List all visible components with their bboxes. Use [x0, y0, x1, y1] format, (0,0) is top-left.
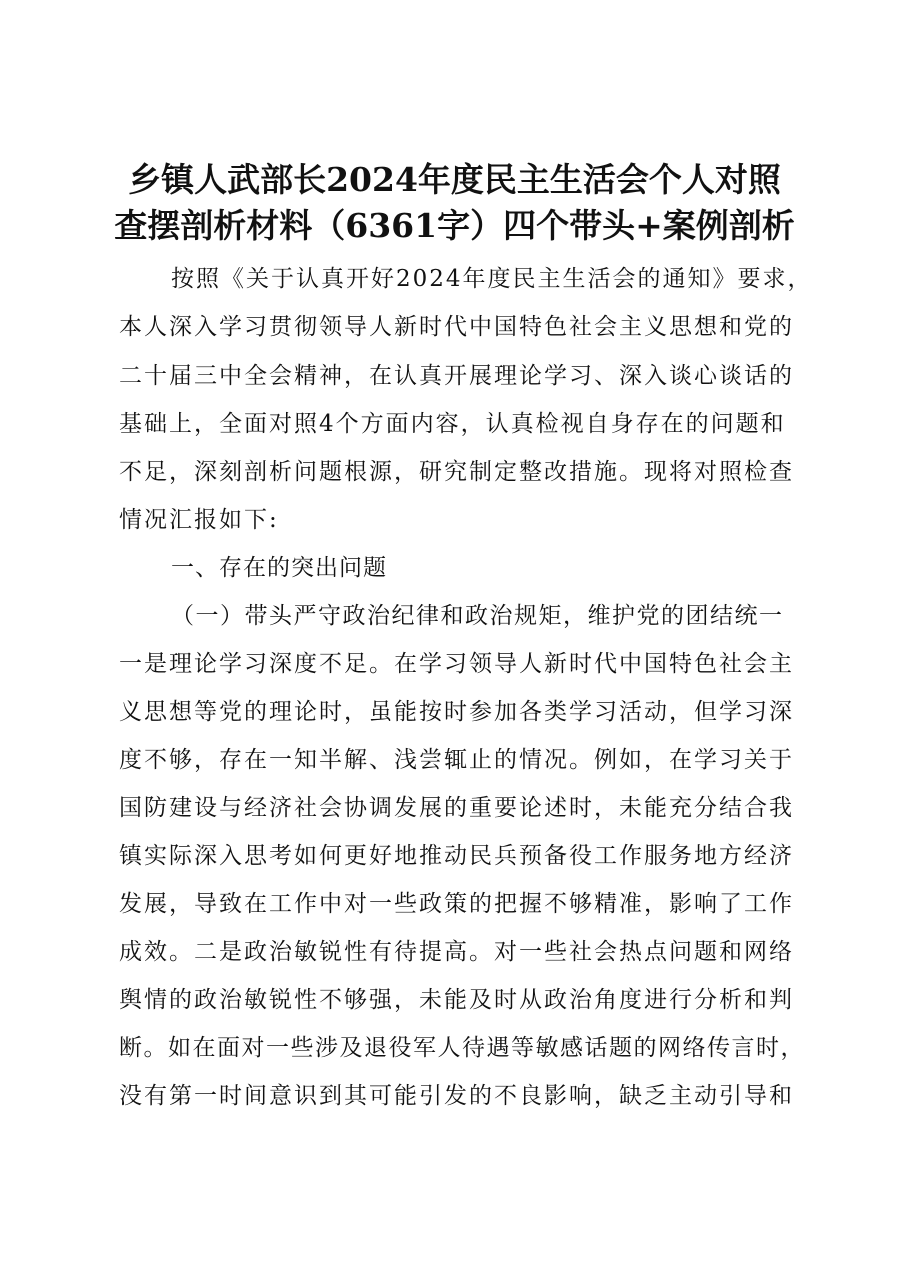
- intro-line-1: 按照《关于认真开好2024年度民主生活会的通知》要求，: [171, 266, 813, 292]
- body-line-4: 国防建设与经济社会协调发展的重要论述时，未能充分结合我: [119, 795, 794, 821]
- body-line-8: 舆情的政治敏锐性不够强，未能及时从政治角度进行分析和判: [119, 987, 794, 1013]
- body-line-9: 断。如在面对一些涉及退役军人待遇等敏感话题的网络传言时，: [119, 1035, 805, 1061]
- document-title-line-1: 乡镇人武部长2024年度民主生活会个人对照: [128, 160, 781, 199]
- body-line-5: 镇实际深入思考如何更好地推动民兵预备役工作服务地方经济: [119, 843, 794, 869]
- section-heading: 一、存在的突出问题: [171, 555, 387, 581]
- body-line-1: 一是理论学习深度不足。在学习领导人新时代中国特色社会主: [119, 651, 794, 677]
- intro-line-2: 本人深入学习贯彻领导人新时代中国特色社会主义思想和党的: [119, 314, 794, 340]
- body-line-7: 成效。二是政治敏锐性有待提高。对一些社会热点问题和网络: [119, 939, 794, 965]
- intro-line-6: 情况汇报如下:: [119, 507, 279, 533]
- intro-line-4: 基础上，全面对照4个方面内容，认真检视自身存在的问题和: [119, 411, 786, 437]
- document-title-line-2: 查摆剖析材料（6361字）四个带头+案例剖析: [114, 206, 795, 245]
- body-line-6: 发展，导致在工作中对一些政策的把握不够精准，影响了工作: [119, 891, 794, 917]
- intro-line-5: 不足，深刻剖析问题根源，研究制定整改措施。现将对照检查: [119, 459, 794, 485]
- body-line-3: 度不够，存在一知半解、浅尝辄止的情况。例如，在学习关于: [119, 747, 794, 773]
- body-line-10: 没有第一时间意识到其可能引发的不良影响，缺乏主动引导和: [119, 1083, 794, 1109]
- body-line-2: 义思想等党的理论时，虽能按时参加各类学习活动，但学习深: [119, 699, 794, 725]
- intro-line-3: 二十届三中全会精神，在认真开展理论学习、深入谈心谈话的: [119, 363, 794, 389]
- subsection-heading: （一）带头严守政治纪律和政治规矩，维护党的团结统一: [171, 603, 784, 629]
